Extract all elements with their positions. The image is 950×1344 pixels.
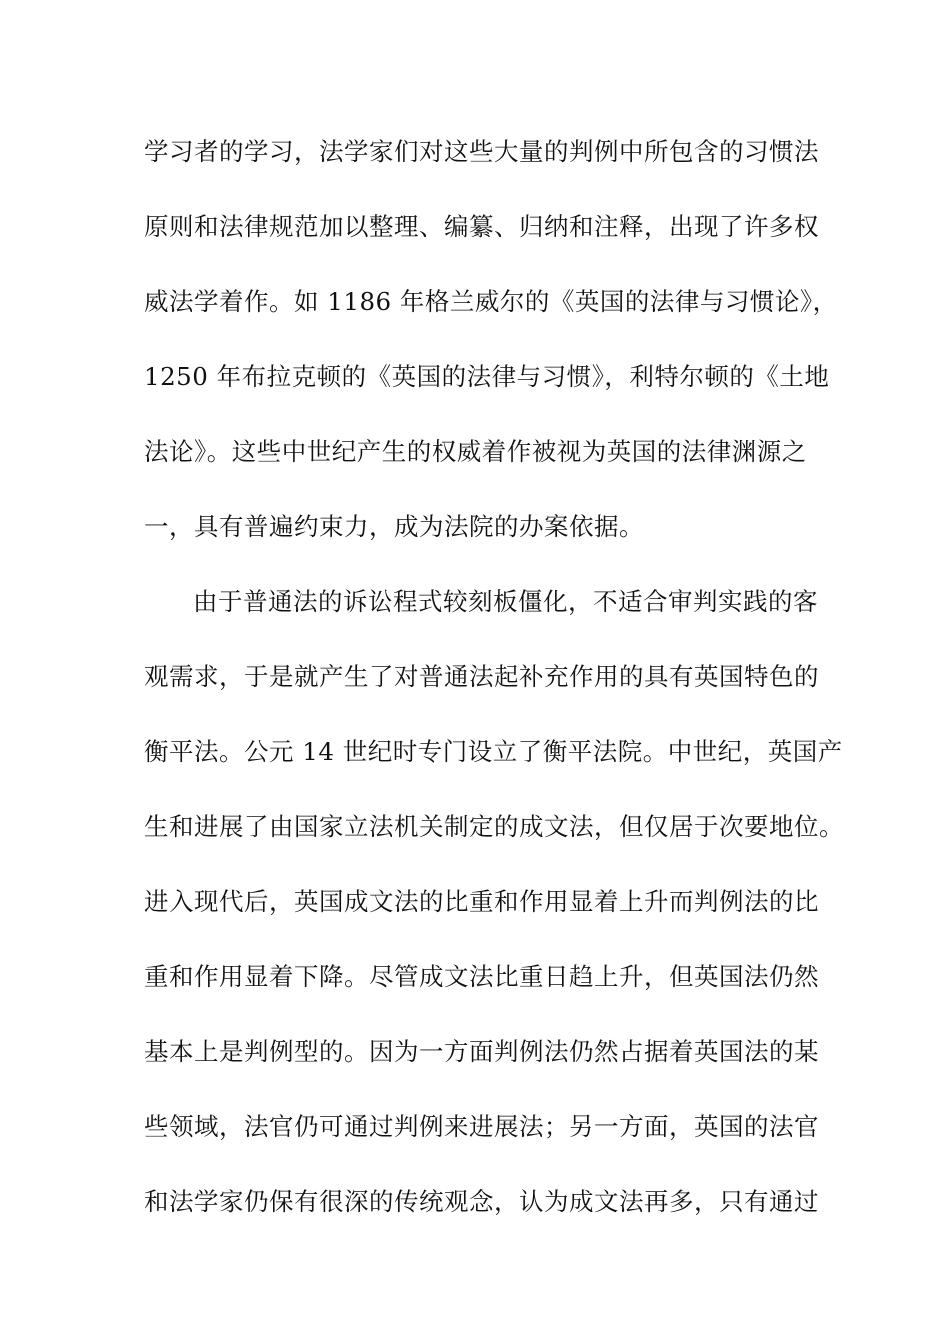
text-line: 进入现代后，英国成文法的比重和作用显着上升而判例法的比 (144, 887, 819, 916)
text-line: 学习者的学习，法学家们对这些大量的判例中所包含的习惯法 (144, 137, 819, 166)
text-line: 一，具有普遍约束力，成为法院的办案依据。 (144, 512, 644, 541)
body-text (144, 128, 844, 1253)
text-line: 生和进展了由国家立法机关制定的成文法，但仅居于次要地位。 (144, 812, 844, 841)
text-line: 些领域，法官仍可通过判例来进展法；另一方面，英国的法官 (144, 1112, 819, 1141)
text-line: 观需求，于是就产生了对普通法起补充作用的具有英国特色的 (144, 662, 819, 691)
text-line: 衡平法。公元 14 世纪时专门设立了衡平法院。中世纪，英国产 (144, 737, 843, 766)
text-line: 基本上是判例型的。因为一方面判例法仍然占据着英国法的某 (144, 1037, 819, 1066)
text-line: 原则和法律规范加以整理、编纂、归纳和注释，出现了许多权 (144, 212, 819, 241)
paragraph-start-line: 由于普通法的诉讼程式较刻板僵化，不适合审判实践的客 (193, 587, 818, 616)
text-line: 法论》。这些中世纪产生的权威着作被视为英国的法律渊源之 (144, 437, 807, 466)
text-line: 1250 年布拉克顿的《英国的法律与习惯》，利特尔顿的《土地 (144, 362, 830, 391)
text-line: 威法学着作。如 1186 年格兰威尔的《英国的法律与习惯论》， (144, 287, 838, 316)
text-line: 和法学家仍保有很深的传统观念，认为成文法再多，只有通过 (144, 1187, 819, 1216)
text-line: 重和作用显着下降。尽管成文法比重日趋上升，但英国法仍然 (144, 962, 819, 991)
